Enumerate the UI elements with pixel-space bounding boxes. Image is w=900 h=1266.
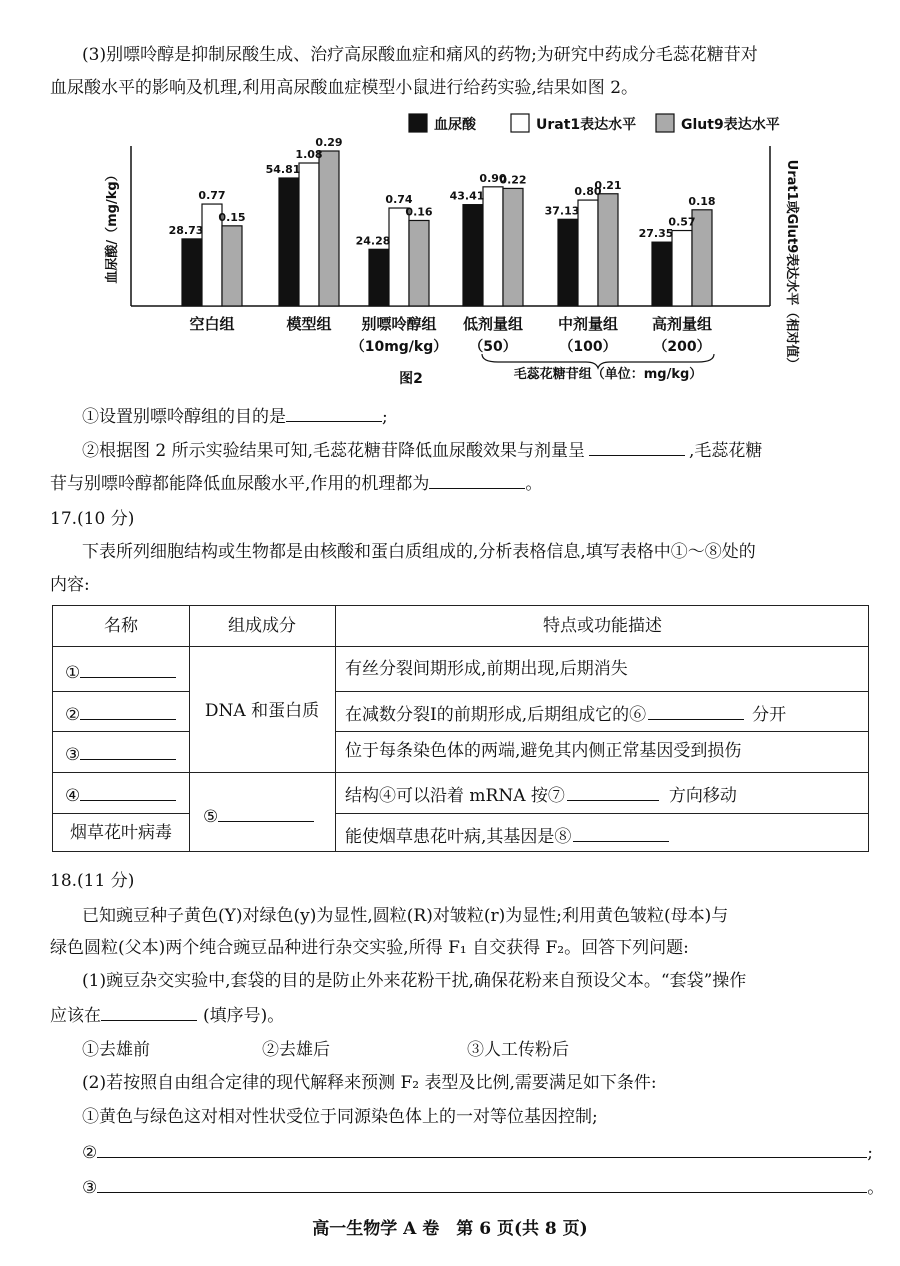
value-label-5-1: 37.13 — [544, 204, 580, 218]
bar-1-3 — [222, 226, 242, 306]
q17-desc-1: 下表所列细胞结构或生物都是由核酸和蛋白质组成的,分析表格信息,填写表格中①～⑧处的 — [82, 542, 756, 562]
value-label-4-1: 43.41 — [449, 189, 485, 203]
bar-2-1 — [279, 178, 299, 306]
q18-sub1-line2 — [50, 1002, 284, 1029]
q18-para-2: 绿色圆粒(父本)两个纯合豌豆品种进行杂交实验,所得 F₁ 自交获得 F₂。回答下列问题: — [50, 938, 689, 958]
answer-blank-q18-1[interactable] — [101, 1002, 197, 1021]
answer-blank-name-3[interactable] — [80, 741, 176, 760]
category-sublabel-6: （200） — [653, 339, 711, 355]
bar-5-2 — [578, 200, 598, 306]
chart-bars — [182, 151, 712, 306]
chart-legend — [409, 114, 780, 133]
value-label-1-1: 28.73 — [168, 223, 204, 237]
legend-label-1: 血尿酸 — [434, 117, 476, 133]
name-2-label: ② — [65, 705, 81, 725]
answer-blank-q18-3[interactable] — [97, 1174, 867, 1193]
q3-sub2 — [82, 437, 762, 464]
condition-2-end: ; — [867, 1143, 873, 1163]
q18-condition-1: ①黄色与绿色这对相对性状受位于同源染色体上的一对等位基因控制; — [82, 1107, 598, 1127]
page-footer: 高一生物学 A 卷 第 6 页(共 8 页) — [312, 1219, 588, 1239]
desc-row-2 — [345, 701, 786, 725]
q3-sub1-end: ; — [382, 407, 388, 427]
value-label-3-3: 0.16 — [405, 205, 433, 219]
q3-intro-line-2: 血尿酸水平的影响及机理,利用高尿酸血症模型小鼠进行给药实验,结果如图 2。 — [50, 78, 639, 98]
q18-sub2: (2)若按照自由组合定律的现代解释来预测 F₂ 表型及比例,需要满足如下条件: — [82, 1073, 657, 1093]
category-label-5: 中剂量组 — [557, 315, 619, 333]
bar-4-3 — [503, 188, 523, 306]
q18-condition-3 — [82, 1174, 884, 1201]
answer-blank-7[interactable] — [567, 782, 659, 801]
desc-row-5-text: 能使烟草患花叶病,其基因是⑧ — [345, 827, 572, 847]
desc-row-2-text: 在减数分裂Ⅰ的前期形成,后期组成它的⑥ — [345, 705, 647, 725]
value-label-5-2: 0.80 — [574, 185, 602, 199]
desc-row-4 — [345, 782, 737, 806]
table-header-description: 特点或功能描述 — [543, 616, 662, 636]
bar-2-3 — [319, 151, 339, 306]
category-sublabel-3: （10mg/kg） — [350, 339, 448, 355]
value-label-1-2: 0.77 — [198, 189, 226, 203]
value-label-2-1: 54.81 — [265, 163, 301, 176]
table-name-tmv: 烟草花叶病毒 — [70, 823, 172, 843]
q18-option-1: ①去雄前 — [82, 1040, 150, 1060]
bar-2-2 — [299, 163, 319, 306]
q3-sub1-text: ①设置别嘌呤醇组的目的是 — [82, 407, 286, 427]
component-dna-protein: DNA 和蛋白质 — [204, 701, 320, 721]
legend-swatch-1 — [409, 114, 427, 132]
desc-row-5 — [345, 823, 669, 847]
q18-condition-2 — [82, 1139, 873, 1166]
value-label-2-3: 0.29 — [315, 136, 343, 149]
condition-2-label: ② — [82, 1143, 98, 1163]
desc-row-4-end: 方向移动 — [668, 786, 737, 806]
answer-blank-5[interactable] — [218, 803, 314, 822]
q3-sub1 — [82, 403, 388, 430]
bar-3-3 — [409, 220, 429, 306]
q18-para-1: 已知豌豆种子黄色(Y)对绿色(y)为显性,圆粒(R)对皱粒(r)为显性;利用黄色皱粒(母本)与 — [82, 906, 729, 926]
category-label-6: 高剂量组 — [651, 315, 713, 333]
answer-blank-name-1[interactable] — [80, 659, 176, 678]
legend-swatch-2 — [511, 114, 529, 132]
right-y-label: Urat1或Glut9表达水平（相对值） — [784, 159, 799, 371]
table-name-3 — [65, 741, 176, 765]
q3-sub2-text: ②根据图 2 所示实验结果可知,毛蕊花糖苷降低血尿酸效果与剂量呈 — [82, 441, 586, 461]
table-header-component: 组成成分 — [228, 616, 296, 636]
category-sublabel-5: （100） — [559, 339, 617, 355]
answer-blank-8[interactable] — [573, 823, 669, 842]
value-label-4-2: 0.90 — [479, 171, 507, 185]
value-label-6-3: 0.18 — [688, 194, 716, 208]
bar-3-1 — [369, 249, 389, 306]
legend-label-2: Urat1表达水平 — [536, 117, 637, 133]
answer-blank-name-4[interactable] — [80, 782, 176, 801]
q17-header: 17.(10 分) — [50, 509, 135, 529]
left-y-label: 血尿酸/（mg/kg） — [105, 168, 120, 284]
q18-option-3: ③人工传粉后 — [467, 1040, 569, 1060]
answer-blank-1[interactable] — [286, 403, 382, 422]
value-label-2-2: 1.08 — [295, 148, 323, 161]
answer-blank-6[interactable] — [648, 701, 744, 720]
q17-desc-2: 内容: — [50, 575, 90, 595]
bar-6-1 — [652, 242, 672, 306]
q18-header: 18.(11 分) — [50, 871, 135, 891]
value-label-3-1: 24.28 — [355, 234, 391, 248]
q18-sub1-line1: (1)豌豆杂交实验中,套袋的目的是防止外来花粉干扰,确保花粉来自预设父本。“套袋”操作 — [82, 971, 747, 991]
value-label-1-3: 0.15 — [218, 210, 246, 224]
q3-sub2-line2 — [50, 470, 542, 497]
answer-blank-q18-2[interactable] — [97, 1139, 867, 1158]
bar-1-1 — [182, 239, 202, 306]
bar-4-2 — [483, 187, 503, 306]
table-name-2 — [65, 701, 176, 725]
category-label-1: 空白组 — [189, 315, 235, 333]
value-label-6-2: 0.57 — [668, 215, 696, 229]
q3-intro-line-1: (3)别嘌呤醇是抑制尿酸生成、治疗高尿酸血症和痛风的药物;为研究中药成分毛蕊花糖苷对 — [82, 45, 758, 65]
q17-table — [52, 605, 869, 852]
table-name-4 — [65, 782, 176, 806]
q3-sub2-end: ,毛蕊花糖 — [689, 441, 763, 461]
figure-2-chart — [98, 110, 828, 395]
answer-blank-3[interactable] — [429, 470, 525, 489]
component-5-label: ⑤ — [203, 807, 219, 827]
q18-sub1-text: 应该在 — [50, 1006, 101, 1026]
name-3-label: ③ — [65, 745, 81, 765]
answer-blank-name-2[interactable] — [80, 701, 176, 720]
legend-label-3: Glut9表达水平 — [681, 117, 780, 133]
q3-sub2-line2-end: 。 — [525, 474, 543, 494]
value-label-5-3: 0.21 — [594, 178, 622, 192]
category-label-2: 模型组 — [286, 315, 332, 333]
table-header-name: 名称 — [104, 616, 138, 636]
bar-5-3 — [598, 194, 618, 306]
group-label: 毛蕊花糖苷组（单位：mg/kg） — [513, 367, 703, 382]
desc-row-1: 有丝分裂间期形成,前期出现,后期消失 — [345, 659, 628, 679]
q3-sub2-line2-text: 苷与别嘌呤醇都能降低血尿酸水平,作用的机理都为 — [50, 474, 430, 494]
bar-5-1 — [558, 219, 578, 306]
desc-row-2-end: 分开 — [752, 705, 787, 725]
bar-3-2 — [389, 208, 409, 306]
group-brace — [482, 354, 714, 368]
q18-sub1-end: (填序号)。 — [203, 1006, 285, 1026]
value-label-4-3: 0.22 — [499, 173, 527, 187]
name-1-label: ① — [65, 663, 81, 683]
figure-caption: 图2 — [399, 371, 423, 387]
chart-labels — [169, 136, 716, 387]
component-5 — [203, 803, 314, 827]
bar-4-1 — [463, 205, 483, 306]
legend-swatch-3 — [656, 114, 674, 132]
category-sublabel-4: （50） — [469, 339, 517, 355]
condition-3-label: ③ — [82, 1178, 98, 1198]
bar-6-2 — [672, 231, 692, 306]
category-label-3: 别嘌呤醇组 — [361, 315, 437, 333]
value-label-6-1: 27.35 — [638, 227, 674, 241]
category-label-4: 低剂量组 — [462, 315, 524, 333]
answer-blank-2[interactable] — [589, 437, 685, 456]
q18-option-2: ②去雄后 — [262, 1040, 330, 1060]
table-name-1 — [65, 659, 176, 683]
desc-row-4-text: 结构④可以沿着 mRNA 按⑦ — [345, 786, 565, 806]
name-4-label: ④ — [65, 786, 81, 806]
condition-3-end: 。 — [867, 1178, 885, 1198]
desc-row-3: 位于每条染色体的两端,避免其内侧正常基因受到损伤 — [345, 741, 742, 761]
value-label-3-2: 0.74 — [385, 193, 413, 207]
